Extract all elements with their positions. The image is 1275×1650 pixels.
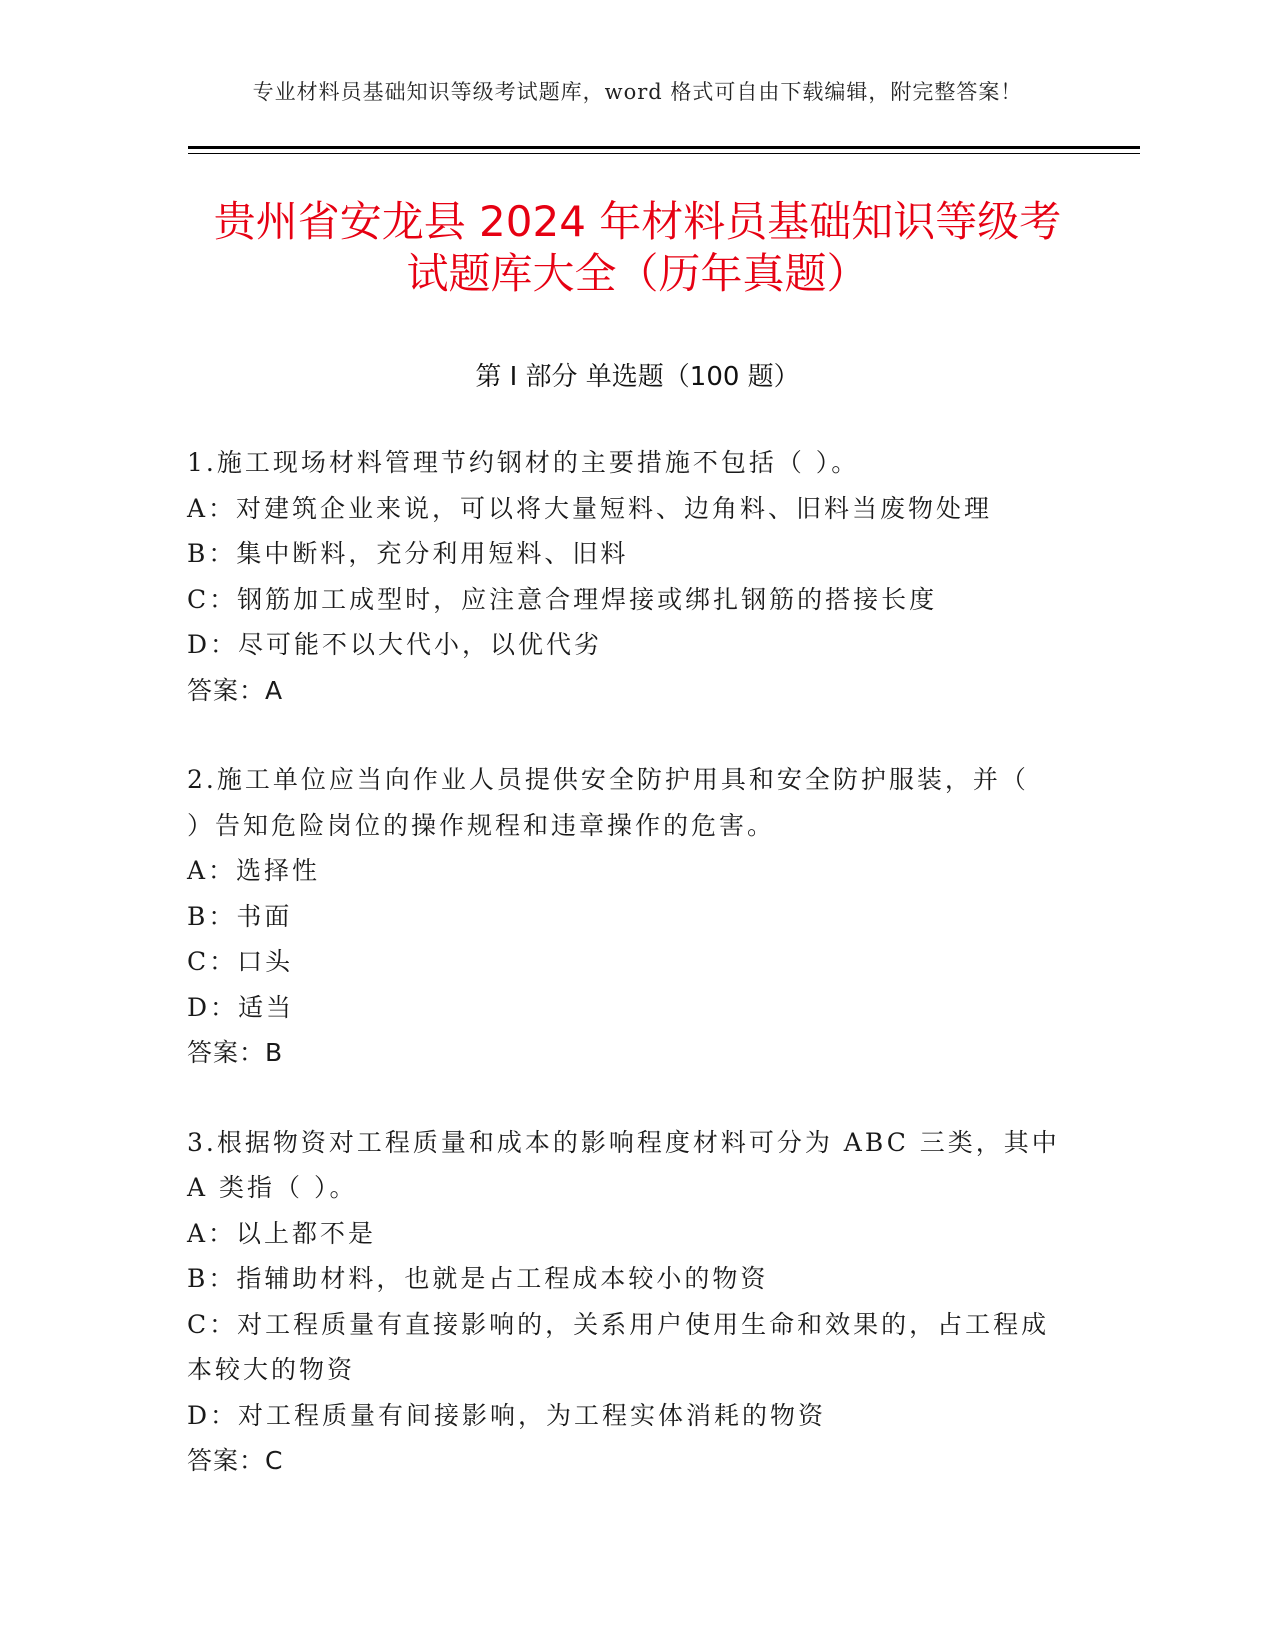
question-stem-line: ）告知危险岗位的操作规程和违章操作的危害。 xyxy=(187,810,776,840)
question-stem-line: A 类指（ ）。 xyxy=(187,1173,358,1202)
section-title: 第 I 部分 单选题（100 题） xyxy=(475,362,800,392)
question-stem-line: 2.施工单位应当向作业人员提供安全防护用具和安全防护服装，并（ xyxy=(187,765,1029,794)
question-list xyxy=(187,440,1087,1528)
question-1 xyxy=(187,440,1087,713)
option-c: C：钢筋加工成型时，应注意合理焊接或绑扎钢筋的搭接长度 xyxy=(187,584,938,614)
header-rule-thin xyxy=(188,153,1140,154)
question-stem-line: 1.施工现场材料管理节约钢材的主要措施不包括（ ）。 xyxy=(187,448,860,477)
option-b: B：书面 xyxy=(187,901,293,931)
option-d: D：对工程质量有间接影响，为工程实体消耗的物资 xyxy=(187,1400,827,1430)
question-3 xyxy=(187,1120,1087,1484)
option-a: A：以上都不是 xyxy=(187,1218,377,1248)
title-line-2: 试题库大全（历年真题） xyxy=(406,249,869,298)
option-b: B：集中断料，充分利用短料、旧料 xyxy=(187,539,629,568)
header-note: 专业材料员基础知识等级考试题库，word 格式可自由下载编辑，附完整答案！ xyxy=(252,80,1023,104)
answer: 答案：A xyxy=(187,675,284,705)
question-2 xyxy=(187,757,1087,1076)
option-d: D：尽可能不以大代小，以优代劣 xyxy=(187,630,603,659)
option-b: B：指辅助材料，也就是占工程成本较小的物资 xyxy=(187,1264,769,1293)
option-d: D：适当 xyxy=(187,992,295,1022)
header-rule-thick xyxy=(188,146,1140,149)
option-a: A：选择性 xyxy=(187,856,321,885)
answer: 答案：B xyxy=(187,1038,284,1067)
option-c: C：口头 xyxy=(187,947,294,976)
option-c: C：对工程质量有直接影响的，关系用户使用生命和效果的，占工程成 xyxy=(187,1309,1050,1339)
document-title xyxy=(0,196,1275,300)
answer: 答案：C xyxy=(187,1446,284,1475)
question-stem-line: 3.根据物资对工程质量和成本的影响程度材料可分为 ABC 三类，其中 xyxy=(187,1127,1060,1157)
option-c-continued: 本较大的物资 xyxy=(187,1355,356,1384)
option-a: A：对建筑企业来说，可以将大量短料、边角料、旧料当废物处理 xyxy=(187,493,993,523)
title-line-1: 贵州省安龙县 2024 年材料员基础知识等级考 xyxy=(213,197,1062,246)
